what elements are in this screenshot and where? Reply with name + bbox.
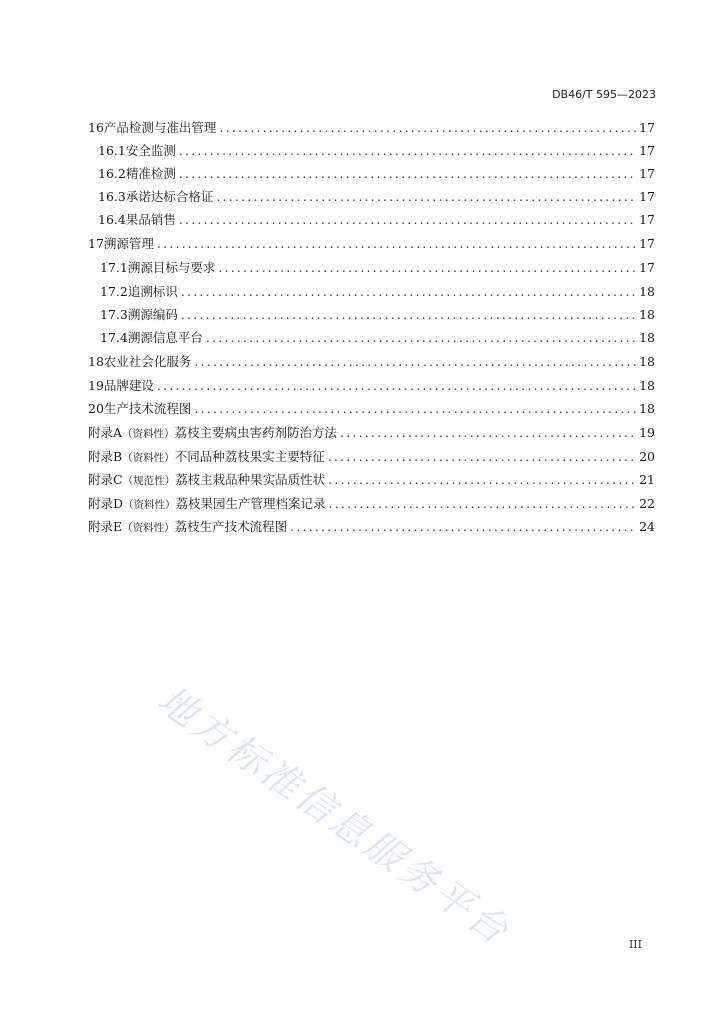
toc-entry-title: 品牌建设 <box>103 378 154 393</box>
toc-entry[interactable] <box>100 258 655 278</box>
page-number: III <box>628 938 642 951</box>
toc-entry[interactable] <box>98 164 655 184</box>
appendix-type: （资料性） <box>122 452 175 464</box>
toc-entry-page: 17 <box>639 120 655 135</box>
toc-entry-number: 20 <box>88 401 104 416</box>
toc-entry-number: 17.4 <box>100 330 128 345</box>
toc-leader-dots <box>194 399 636 419</box>
toc-entry-number: 17.3 <box>100 307 128 322</box>
toc-leader-dots <box>206 328 636 348</box>
appendix-number: 附录A <box>88 425 123 440</box>
document-code: DB46/T 595—2023 <box>552 88 656 101</box>
toc-entry[interactable] <box>98 141 655 161</box>
toc-entry-page: 17 <box>639 189 655 204</box>
appendix-number: 附录C <box>88 472 123 487</box>
toc-appendix-entry[interactable] <box>88 517 655 537</box>
toc-entry-title: 生产技术流程图 <box>103 401 192 416</box>
appendix-title: 荔枝果园生产管理档案记录 <box>175 496 326 511</box>
toc-entry-number: 17 <box>88 236 104 251</box>
toc-entry[interactable] <box>98 210 655 230</box>
toc-entry-title: 农业社会化服务 <box>103 354 192 369</box>
toc-entry-number: 17.2 <box>100 284 128 299</box>
toc-entry-page: 18 <box>639 284 655 299</box>
appendix-page: 21 <box>639 472 655 487</box>
appendix-number: 附录E <box>88 519 123 534</box>
watermark-text: 地方标准信息服务平台 <box>149 677 519 955</box>
toc-entry-number: 16.1 <box>98 143 126 158</box>
toc-leader-dots <box>179 164 636 184</box>
toc-entry-page: 18 <box>639 307 655 322</box>
appendix-title: 荔枝生产技术流程图 <box>174 519 288 534</box>
toc-entry-page: 17 <box>639 236 655 251</box>
appendix-page: 22 <box>639 496 655 511</box>
appendix-number: 附录B <box>88 449 123 464</box>
appendix-title: 荔枝主栽品种果实品质性状 <box>175 472 326 487</box>
toc-appendix-entry[interactable] <box>88 470 655 490</box>
toc-entry[interactable] <box>88 376 655 396</box>
toc-entry-title: 溯源目标与要求 <box>127 260 216 275</box>
toc-entry-title: 果品销售 <box>125 212 176 227</box>
toc-leader-dots <box>181 282 636 302</box>
toc-entry-number: 16 <box>88 120 104 135</box>
toc-leader-dots <box>329 494 636 514</box>
toc-entry-title: 溯源管理 <box>103 236 154 251</box>
toc-entry-title: 溯源编码 <box>127 307 178 322</box>
toc-entry-number: 18 <box>88 354 104 369</box>
toc-entry-title: 追溯标识 <box>127 284 178 299</box>
toc-entry-page: 18 <box>639 401 655 416</box>
toc-entry-page: 18 <box>639 330 655 345</box>
appendix-type: （资料性） <box>122 428 175 440</box>
toc-entry-number: 19 <box>88 378 104 393</box>
toc-entry[interactable] <box>88 399 655 419</box>
toc-entry[interactable] <box>88 118 655 138</box>
toc-entry-page: 17 <box>639 166 655 181</box>
toc-entry-title: 承诺达标合格证 <box>125 189 214 204</box>
toc-entry-number: 16.3 <box>98 189 126 204</box>
toc-leader-dots <box>328 470 636 490</box>
toc-entry-title: 精准检测 <box>125 166 176 181</box>
toc-entry[interactable] <box>98 187 655 207</box>
toc-entry[interactable] <box>100 305 655 325</box>
appendix-page: 24 <box>639 519 655 534</box>
appendix-number: 附录D <box>88 496 124 511</box>
appendix-type: （资料性） <box>123 499 176 511</box>
toc-entry-number: 17.1 <box>100 260 128 275</box>
toc-leader-dots <box>181 305 636 325</box>
toc-entry-number: 16.4 <box>98 212 126 227</box>
toc-entry-page: 17 <box>639 260 655 275</box>
toc-entry-title: 产品检测与准出管理 <box>103 120 217 135</box>
toc-leader-dots <box>194 352 636 372</box>
toc-entry[interactable] <box>100 282 655 302</box>
appendix-title: 荔枝主要病虫害药剂防治方法 <box>174 425 338 440</box>
toc-leader-dots <box>157 376 636 396</box>
toc-leader-dots <box>216 187 636 207</box>
toc-leader-dots <box>340 423 636 443</box>
toc-entry[interactable] <box>88 234 655 254</box>
toc-entry-page: 17 <box>639 143 655 158</box>
appendix-page: 19 <box>639 425 655 440</box>
toc-leader-dots <box>157 234 636 254</box>
toc-entry[interactable] <box>88 352 655 372</box>
toc-entry-page: 18 <box>639 378 655 393</box>
toc-entry-page: 17 <box>639 212 655 227</box>
toc-leader-dots <box>290 517 636 537</box>
toc-leader-dots <box>328 447 636 467</box>
toc-entry-title: 安全监测 <box>125 143 176 158</box>
appendix-page: 20 <box>639 449 655 464</box>
toc-appendix-entry[interactable] <box>88 423 655 443</box>
toc-leader-dots <box>219 118 636 138</box>
toc-leader-dots <box>179 141 636 161</box>
appendix-type: （资料性） <box>122 522 175 534</box>
appendix-type: （规范性） <box>122 475 176 487</box>
toc-entry-page: 18 <box>639 354 655 369</box>
toc-appendix-entry[interactable] <box>88 447 655 467</box>
toc-leader-dots <box>218 258 636 278</box>
toc-entry[interactable] <box>100 328 655 348</box>
toc-entry-number: 16.2 <box>98 166 126 181</box>
appendix-title: 不同品种荔枝果实主要特征 <box>174 449 325 464</box>
toc-appendix-entry[interactable] <box>88 494 655 514</box>
toc-leader-dots <box>179 210 636 230</box>
toc-entry-title: 溯源信息平台 <box>127 330 203 345</box>
